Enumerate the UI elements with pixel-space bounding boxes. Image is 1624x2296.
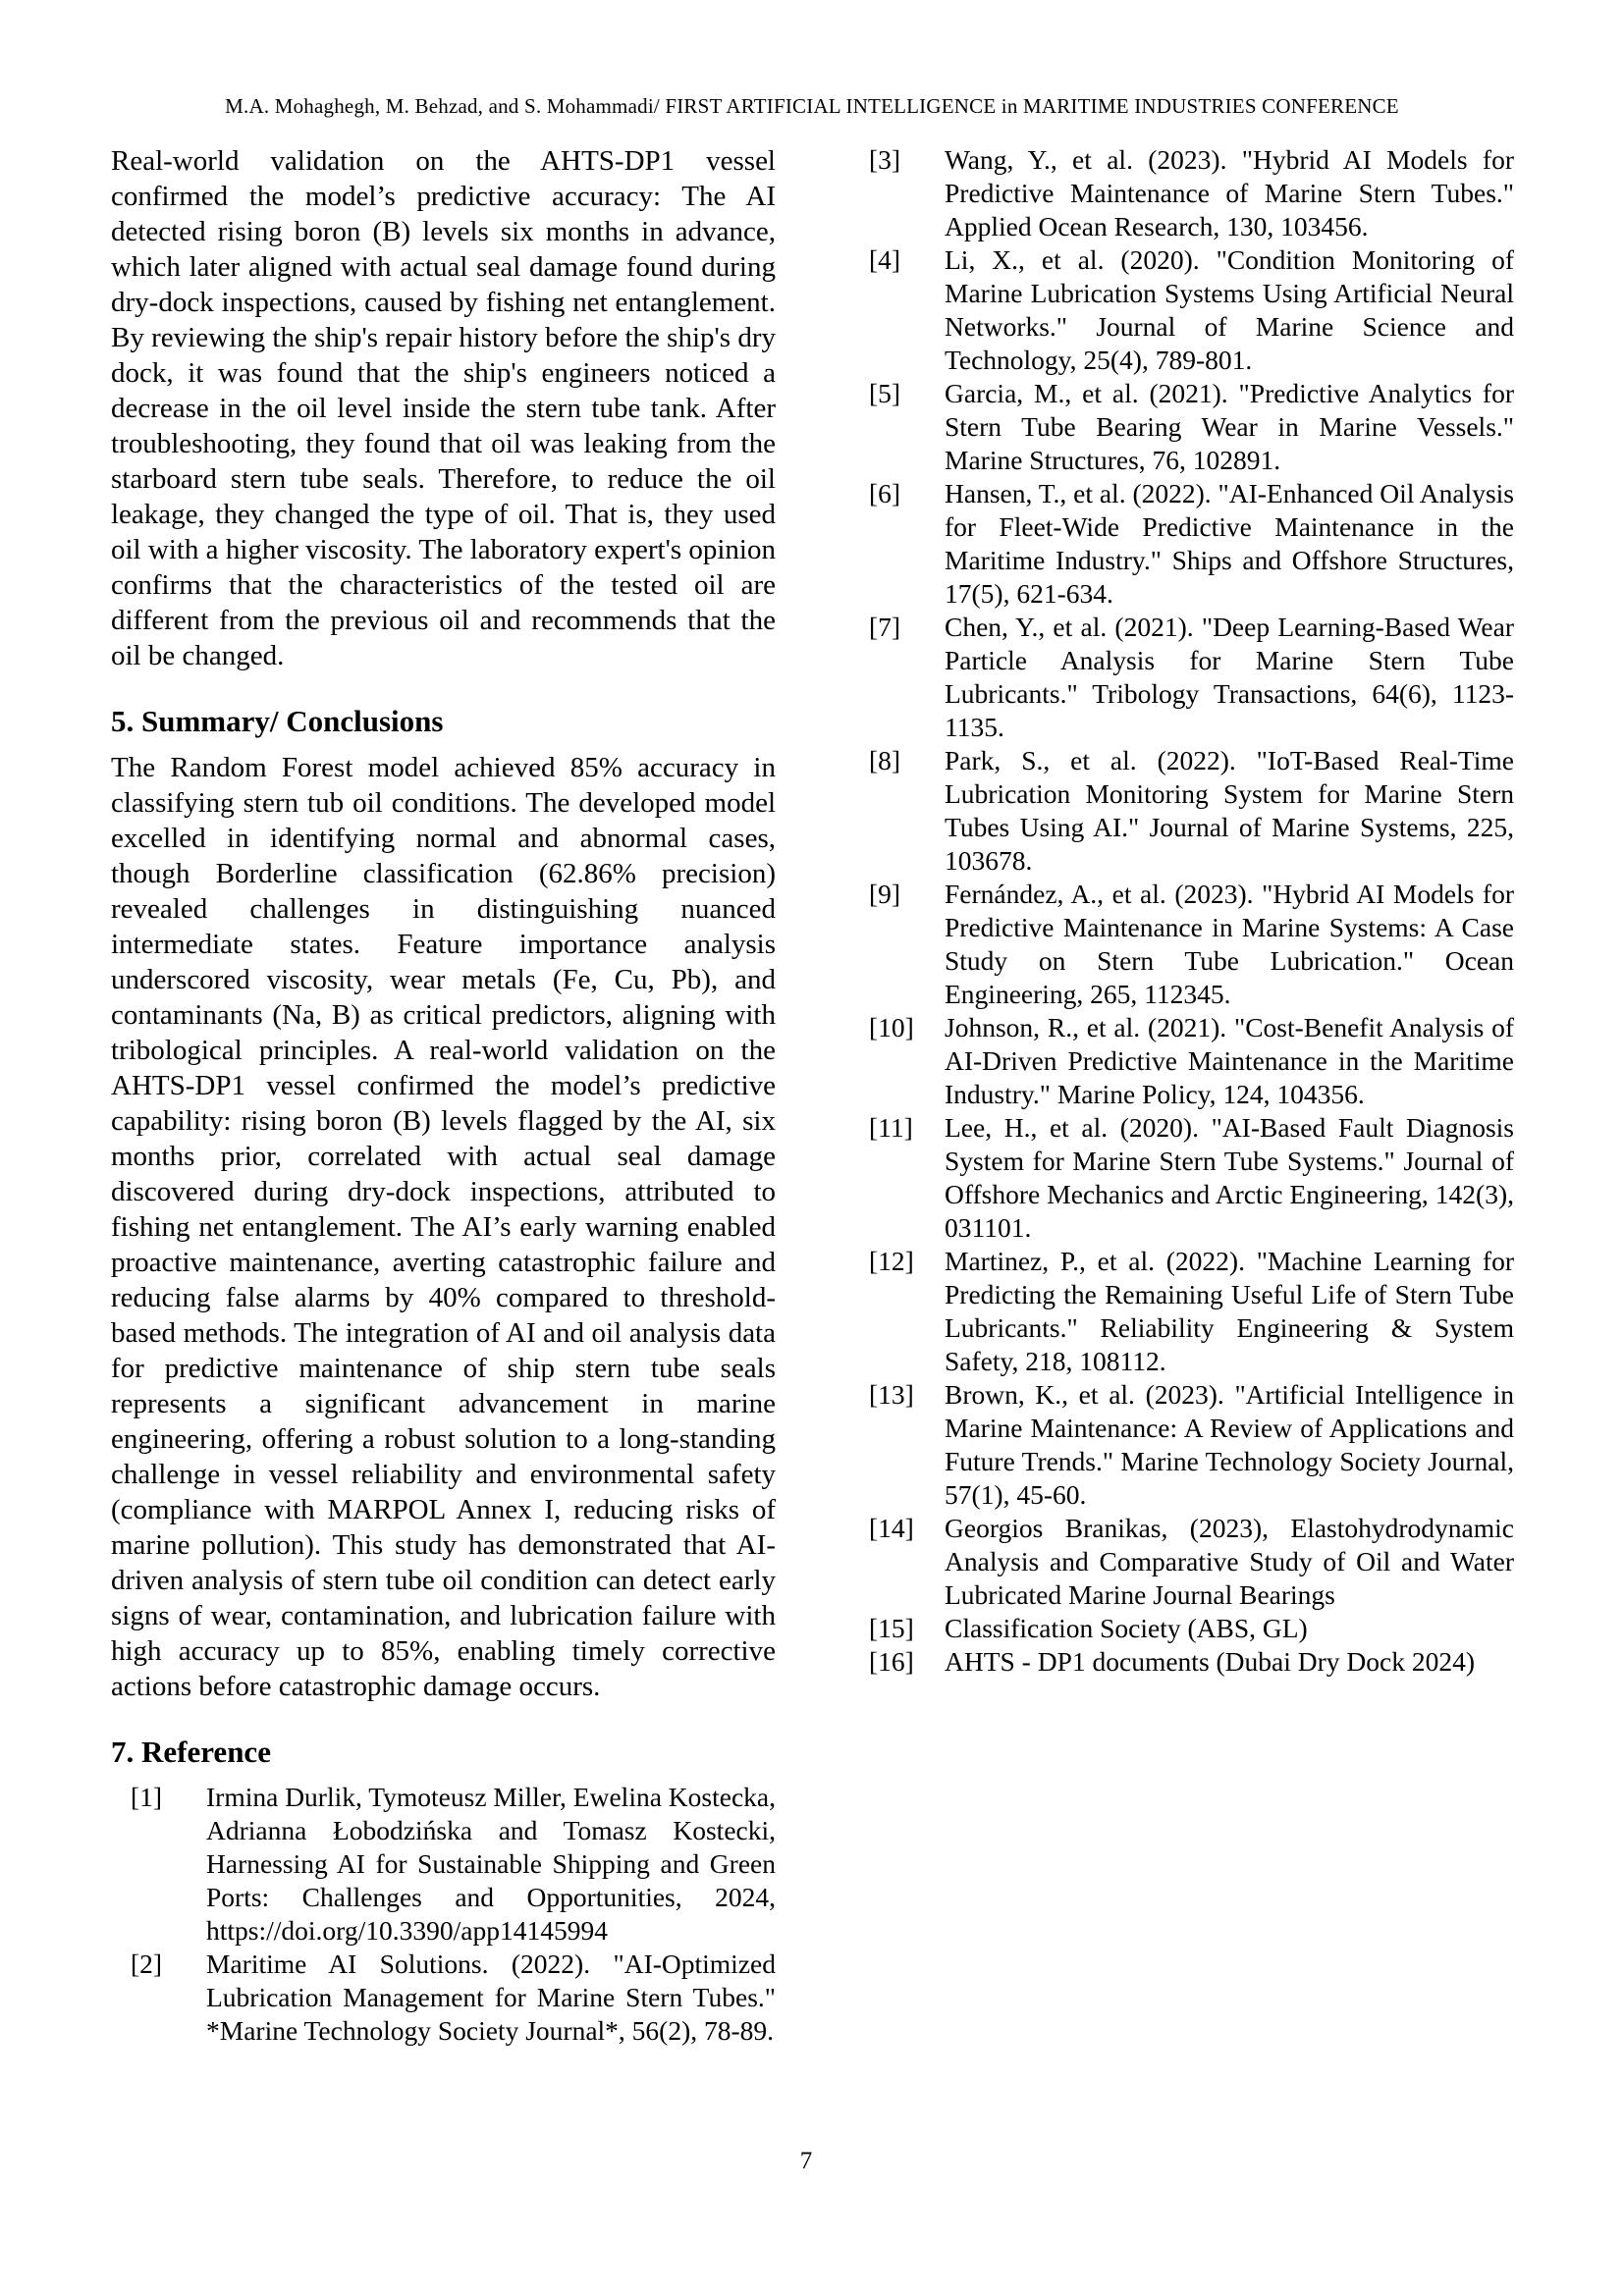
reference-item xyxy=(849,143,1514,243)
reference-text: AHTS - DP1 documents (Dubai Dry Dock 2024) xyxy=(945,1646,1475,1677)
reference-item xyxy=(111,1781,776,1948)
column-left xyxy=(111,143,776,2048)
reference-number: [7] xyxy=(869,612,901,642)
reference-item xyxy=(849,878,1514,1011)
paragraph-validation: Real-world validation on the AHTS-DP1 vessel confirmed the model’s predictive accuracy: The AI detected rising boron (B) levels six months in advance, which later aligned with actual seal damage found during dry-dock inspections, caused by fishing net entanglement. By reviewing the ship's repair history before the ship's dry dock, it was found that the ship's engineers noticed a decrease in the oil level inside the stern tube tank. After troubleshooting, they found that oil was leaking from the starboard stern tube seals. Therefore, to reduce the oil leakage, they changed the type of oil. That is, they used oil with a higher viscosity. The laboratory expert's opinion confirms that the characteristics of the tested oil are different from the previous oil and recommends that the oil be changed. xyxy=(111,145,776,671)
reference-item xyxy=(849,1645,1514,1679)
reference-number: [6] xyxy=(869,478,901,508)
reference-item xyxy=(849,1111,1514,1245)
reference-text: Classification Society (ABS, GL) xyxy=(945,1613,1308,1643)
reference-number: [4] xyxy=(869,244,901,275)
reference-text: Brown, K., et al. (2023). "Artificial Intelligence in Marine Maintenance: A Review of Applications and Future Trends." Marine Technology Society Journal, 57(1), 45-60. xyxy=(945,1379,1514,1510)
reference-text: Fernández, A., et al. (2023). "Hybrid AI Models for Predictive Maintenance in Marine Systems: A Case Study on Stern Tube Lubrication." Ocean Engineering, 265, 112345. xyxy=(945,879,1514,1009)
reference-item xyxy=(849,1011,1514,1111)
reference-number: [16] xyxy=(869,1646,914,1677)
reference-number: [13] xyxy=(869,1379,914,1410)
reference-item xyxy=(849,611,1514,744)
column-right xyxy=(849,143,1514,1679)
reference-number: [10] xyxy=(869,1012,914,1042)
reference-text: Lee, H., et al. (2020). "AI-Based Fault Diagnosis System for Marine Stern Tube Systems." Journal of Offshore Mechanics and Arctic Engineering, 142(3), 031101. xyxy=(945,1112,1514,1243)
paragraph-summary: The Random Forest model achieved 85% accuracy in classifying stern tub oil conditions. The developed model excelled in identifying normal and abnormal cases, though Borderline classification (62.86% precision) revealed challenges in distinguishing nuanced intermediate states. Feature importance analysis underscored viscosity, wear metals (Fe, Cu, Pb), and contaminants (Na, B) as critical predictors, aligning with tribological principles. A real-world validation on the AHTS-DP1 vessel confirmed the model’s predictive capability: rising boron (B) levels flagged by the AI, six months prior, correlated with actual seal damage discovered during dry-dock inspections, attributed to fishing net entanglement. The AI’s early warning enabled proactive maintenance, averting catastrophic failure and reducing false alarms by 40% compared to threshold-based methods. The integration of AI and oil analysis data for predictive maintenance of ship stern tube seals represents a significant advancement in marine engineering, offering a robust solution to a long-standing challenge in vessel reliability and environmental safety (compliance with MARPOL Annex I, reducing risks of marine pollution). This study has demonstrated that AI-driven analysis of stern tube oil condition can detect early signs of wear, contamination, and lubrication failure with high accuracy up to 85%, enabling timely corrective actions before catastrophic damage occurs. xyxy=(111,752,776,1702)
reference-item xyxy=(849,744,1514,878)
page-number: 7 xyxy=(799,2148,813,2174)
section-heading-summary: 5. Summary/ Conclusions xyxy=(111,704,444,738)
reference-item xyxy=(849,243,1514,377)
reference-item xyxy=(849,1378,1514,1512)
reference-item xyxy=(849,477,1514,611)
two-column-layout xyxy=(111,143,1514,2048)
reference-item xyxy=(111,1948,776,2048)
reference-text: Hansen, T., et al. (2022). "AI-Enhanced Oil Analysis for Fleet-Wide Predictive Maintenance in the Maritime Industry." Ships and Offshore Structures, 17(5), 621-634. xyxy=(945,478,1514,609)
reference-text: Martinez, P., et al. (2022). "Machine Learning for Predicting the Remaining Useful Life of Stern Tube Lubricants." Reliability Engineering & System Safety, 218, 108112. xyxy=(945,1246,1514,1376)
reference-item xyxy=(849,1512,1514,1612)
reference-text: Maritime AI Solutions. (2022). "AI-Optimized Lubrication Management for Marine Stern Tubes." *Marine Technology Society Journal*, 56(2), 78-89. xyxy=(206,1949,776,2046)
reference-number: [2] xyxy=(131,1949,163,1979)
reference-text: Garcia, M., et al. (2021). "Predictive Analytics for Stern Tube Bearing Wear in Marine Vessels." Marine Structures, 76, 102891. xyxy=(945,378,1514,475)
reference-item xyxy=(849,1245,1514,1378)
reference-item xyxy=(849,377,1514,477)
running-head: M.A. Mohaghegh, M. Behzad, and S. Mohammadi/ FIRST ARTIFICIAL INTELLIGENCE in MARITIME INDUSTRIES CONFERENCE xyxy=(225,94,1399,118)
reference-list-right xyxy=(849,143,1514,1679)
reference-text: Li, X., et al. (2020). "Condition Monitoring of Marine Lubrication Systems Using Artificial Neural Networks." Journal of Marine Science and Technology, 25(4), 789-801. xyxy=(945,244,1514,375)
reference-number: [14] xyxy=(869,1513,914,1543)
reference-text: Chen, Y., et al. (2021). "Deep Learning-Based Wear Particle Analysis for Marine Stern Tube Lubricants." Tribology Transactions, 64(6), 1123-1135. xyxy=(945,612,1514,742)
reference-number: [11] xyxy=(869,1112,913,1143)
reference-number: [3] xyxy=(869,144,901,175)
section-heading-reference: 7. Reference xyxy=(111,1735,271,1769)
reference-text: Johnson, R., et al. (2021). "Cost-Benefit Analysis of AI-Driven Predictive Maintenance in the Maritime Industry." Marine Policy, 124, 104356. xyxy=(945,1012,1514,1109)
reference-number: [15] xyxy=(869,1613,914,1643)
reference-item xyxy=(849,1612,1514,1645)
reference-number: [12] xyxy=(869,1246,914,1276)
reference-number: [8] xyxy=(869,745,901,775)
reference-text: Wang, Y., et al. (2023). "Hybrid AI Models for Predictive Maintenance of Marine Stern Tubes." Applied Ocean Research, 130, 103456. xyxy=(945,144,1514,241)
reference-list-left xyxy=(111,1781,776,2048)
reference-number: [5] xyxy=(869,378,901,408)
reference-number: [1] xyxy=(131,1782,163,1812)
reference-text: Georgios Branikas, (2023), Elastohydrodynamic Analysis and Comparative Study of Oil and Water Lubricated Marine Journal Bearings xyxy=(945,1513,1514,1610)
reference-text: Park, S., et al. (2022). "IoT-Based Real-Time Lubrication Monitoring System for Marine Stern Tubes Using AI." Journal of Marine Systems, 225, 103678. xyxy=(945,745,1514,876)
reference-text: Irmina Durlik, Tymoteusz Miller, Ewelina Kostecka, Adrianna Łobodzińska and Tomasz Kostecki, Harnessing AI for Sustainable Shipping and Green Ports: Challenges and Opportunities, 2024, https://doi.org/10.3390/app14145994 xyxy=(206,1782,776,1946)
reference-number: [9] xyxy=(869,879,901,909)
